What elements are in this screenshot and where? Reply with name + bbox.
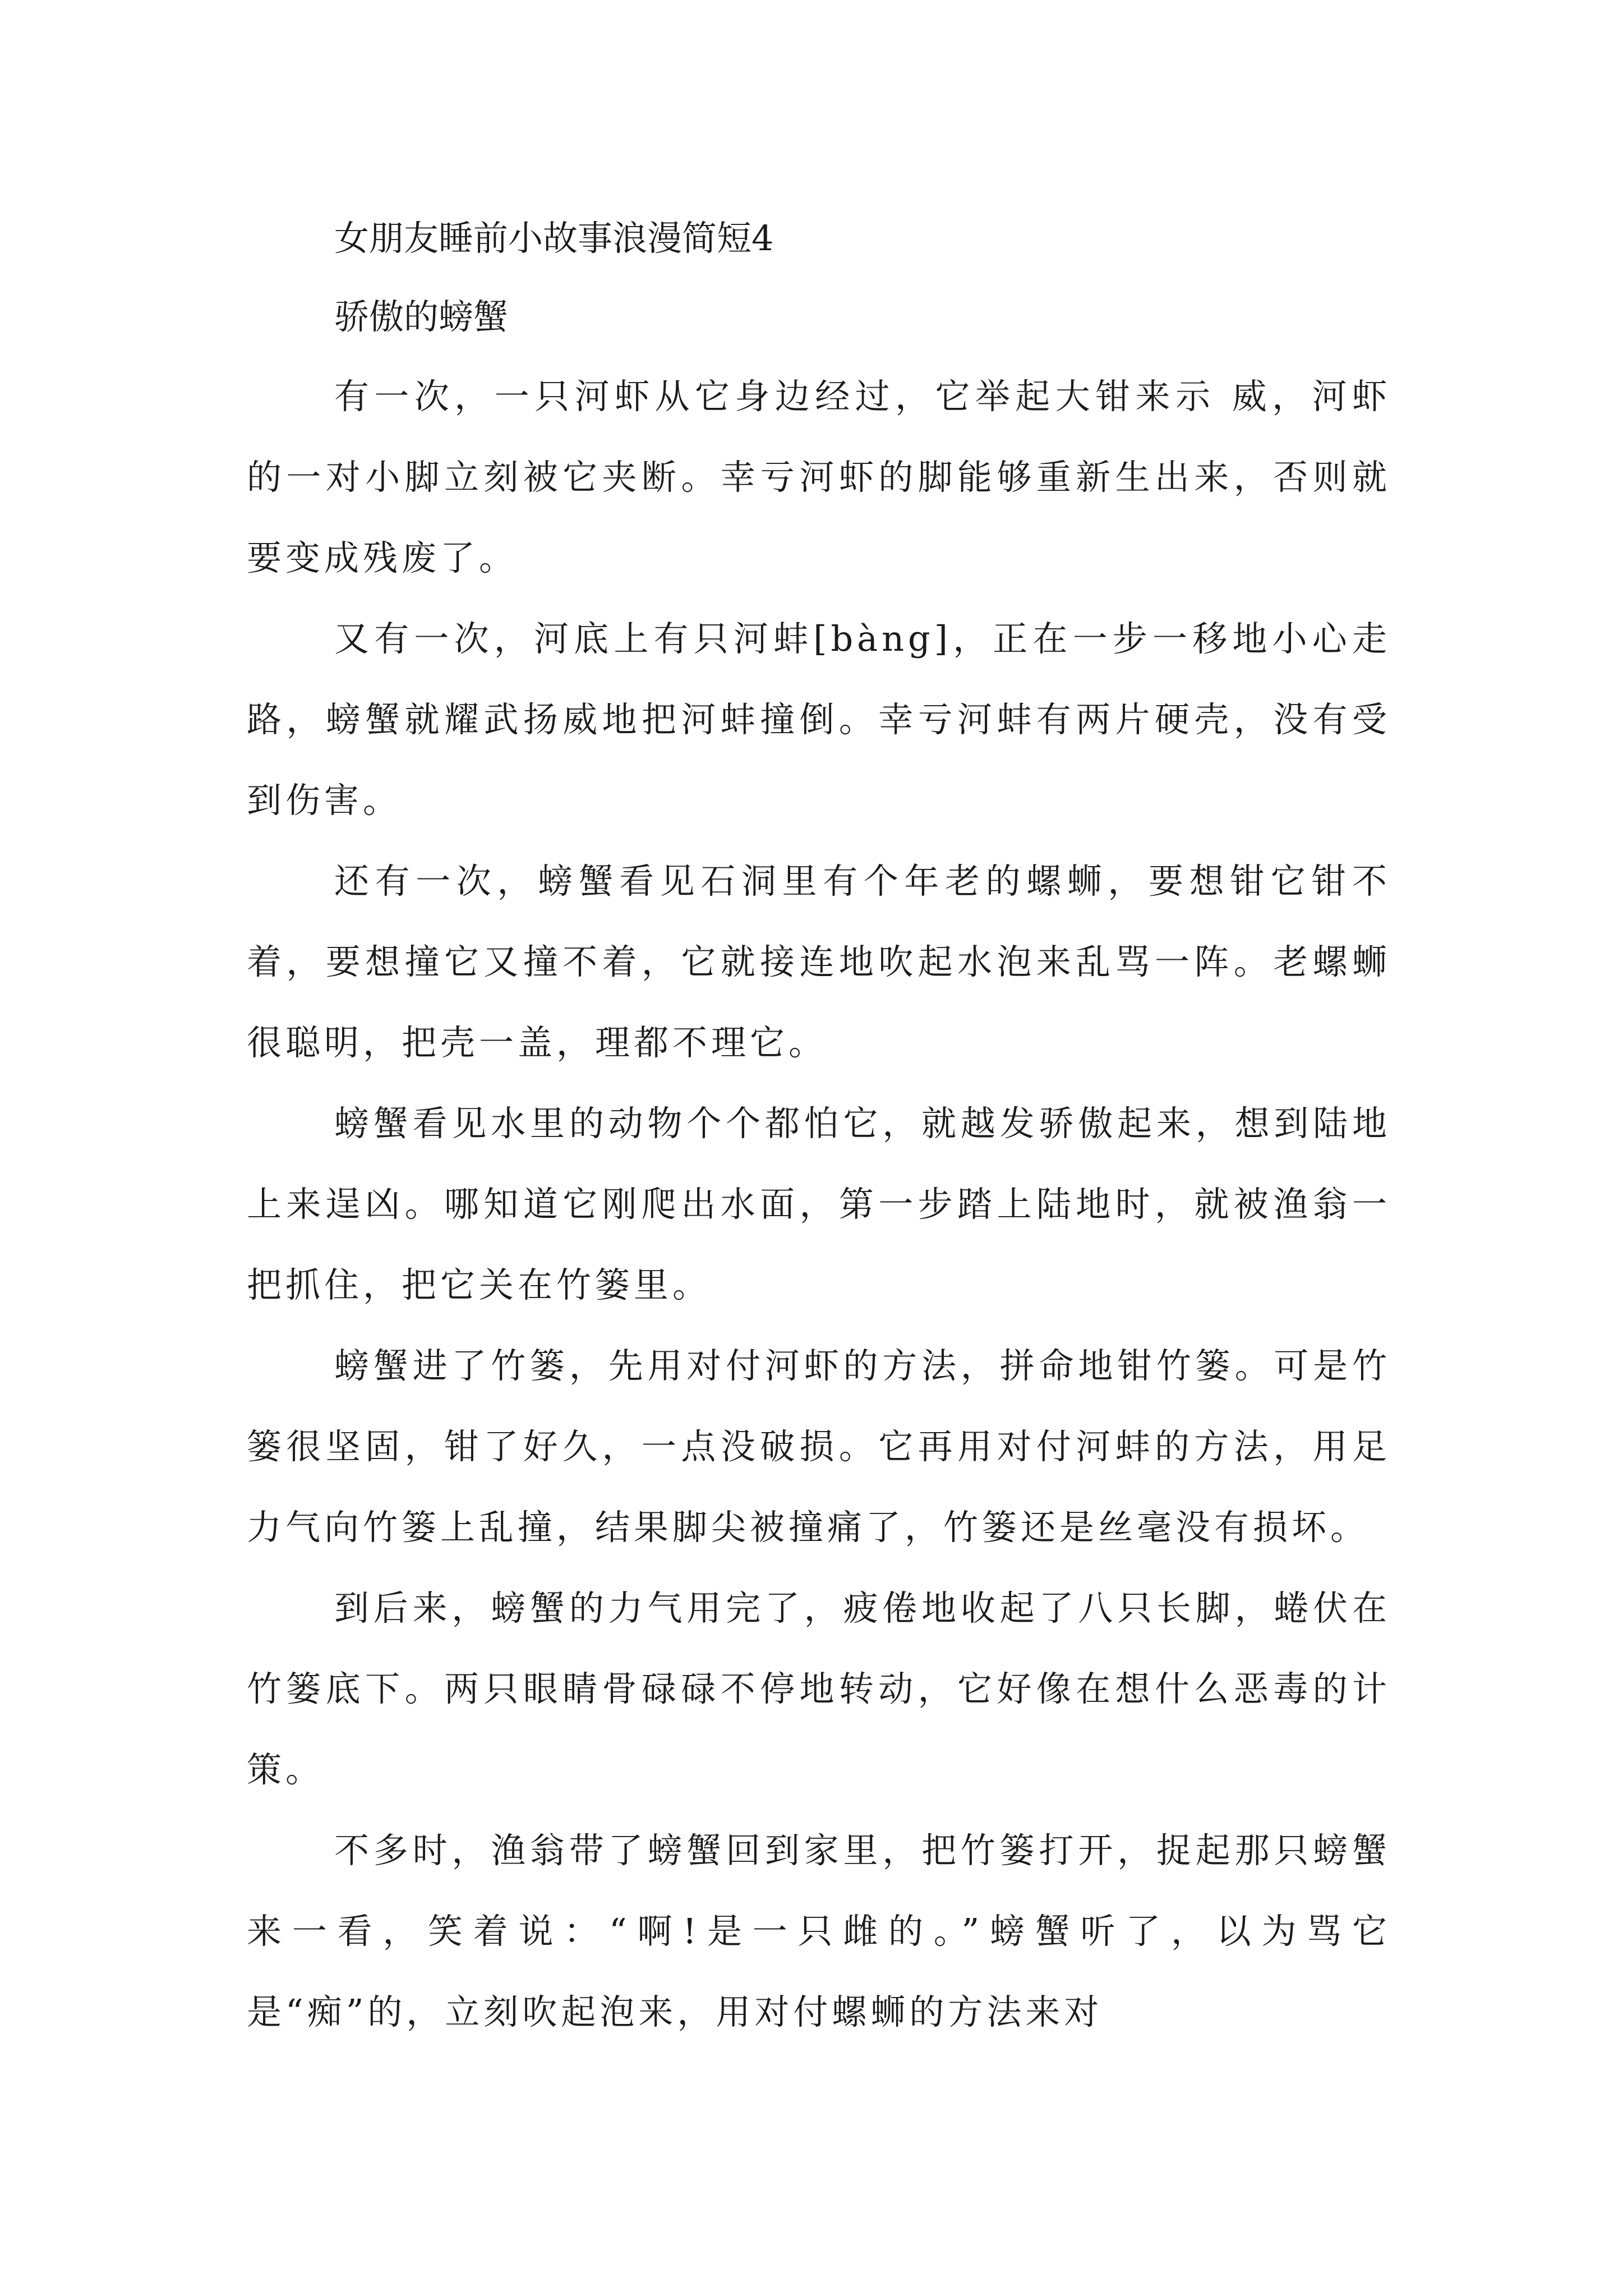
document-title: 女朋友睡前小故事浪漫简短4: [334, 218, 774, 259]
paragraph-1: 有一次，一只河虾从它身边经过，它举起大钳来示 威，河虾的一对小脚立刻被它夹断。幸亏河虾的脚能够重新生出来，否则就要变成残废了。: [247, 376, 1391, 578]
paragraph-2: 又有一次，河底上有只河蚌[bàng]，正在一步一移地小心走路，螃蟹就耀武扬威地把河蚌撞倒。幸亏河蚌有两片硬壳，没有受到伤害。: [247, 618, 1391, 821]
paragraph-4: 螃蟹看见水里的动物个个都怕它，就越发骄傲起来，想到陆地上来逞凶。哪知道它刚爬出水面，第一步踏上陆地时，就被渔翁一把抓住，把它关在竹篓里。: [247, 1103, 1391, 1305]
paragraph-3: 还有一次，螃蟹看见石洞里有个年老的螺蛳，要想钳它钳不着，要想撞它又撞不着，它就接连地吹起水泡来乱骂一阵。老螺蛳很聪明，把壳一盖，理都不理它。: [247, 861, 1391, 1063]
paragraph-5: 螃蟹进了竹篓，先用对付河虾的方法，拼命地钳竹篓。可是竹篓很坚固，钳了好久，一点没破损。它再用对付河蚌的方法，用足力气向竹篓上乱撞，结果脚尖被撞痛了，竹篓还是丝毫没有损坏。: [247, 1345, 1391, 1548]
paragraph-7: 不多时，渔翁带了螃蟹回到家里，把竹篓打开，捉起那只螃蟹来一看，笑着说：“啊!是一只雌的。”螃蟹听了，以为骂它是“痴”的，立刻吹起泡来，用对付螺蛳的方法来对: [247, 1830, 1391, 2032]
story-title: 骄傲的螃蟹: [334, 296, 509, 337]
document-body: [247, 199, 1391, 2053]
paragraph-6: 到后来，螃蟹的力气用完了，疲倦地收起了八只长脚，蜷伏在竹篓底下。两只眼睛骨碌碌不停地转动，它好像在想什么恶毒的计策。: [247, 1588, 1391, 1790]
